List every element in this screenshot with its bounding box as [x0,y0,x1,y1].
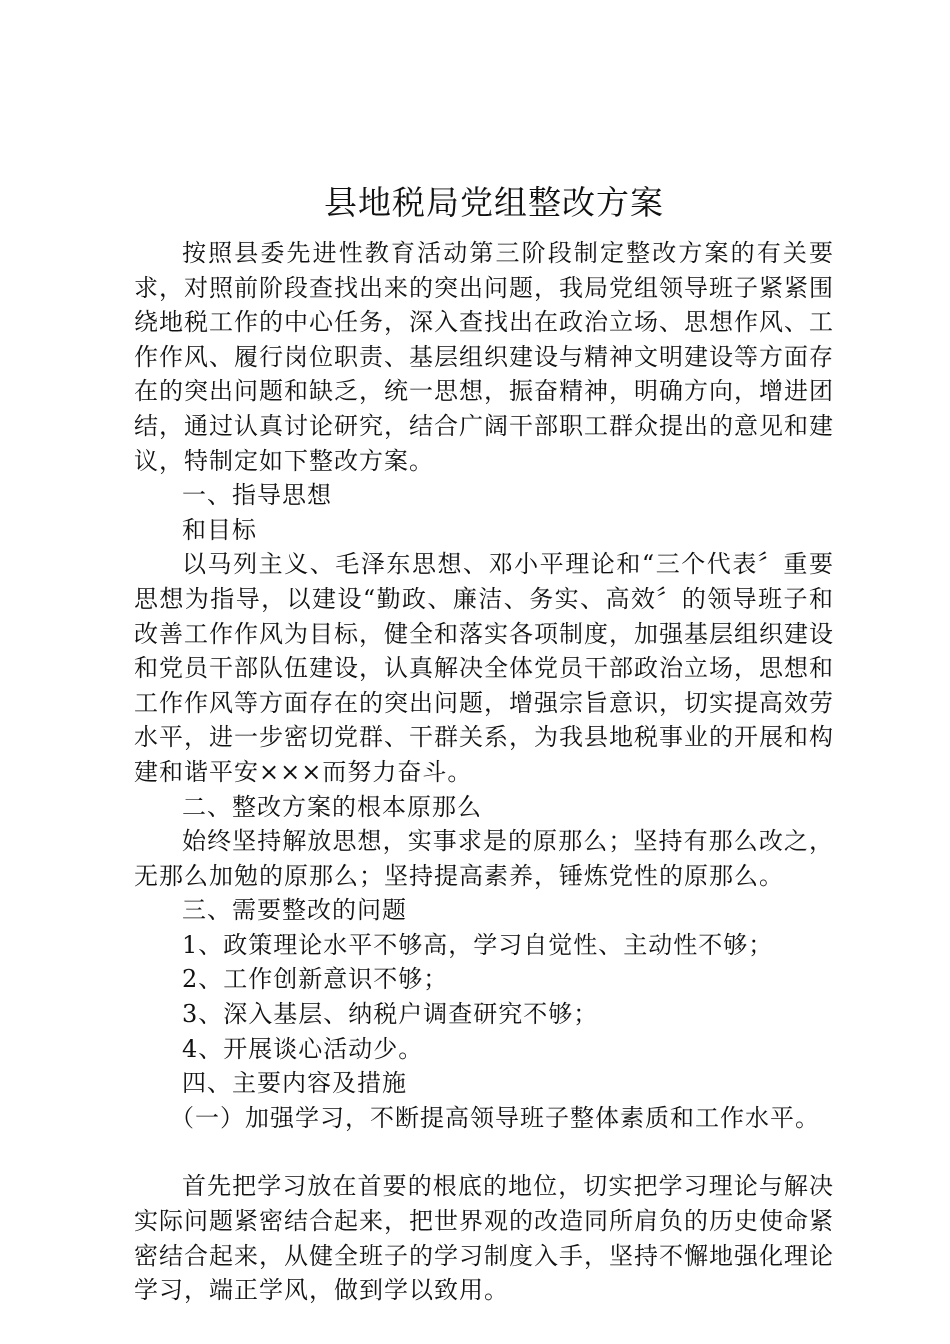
document-page [134,176,834,1308]
paragraph-gap [134,1135,834,1169]
document-body [134,236,834,1308]
section-4-heading: 四、主要内容及措施 [182,1069,407,1098]
section-2-paragraph: 始终坚持解放思想，实事求是的原那么；坚持有那么改之，无那么加勉的原那么；坚持提高素养，锤炼党性的原那么。 [134,827,834,890]
section-1-heading-continued: 和目标 [182,515,257,544]
intro-paragraph: 按照县委先进性教育活动第三阶段制定整改方案的有关要求，对照前阶段查找出来的突出问题，我局党组领导班子紧紧围绕地税工作的中心任务，深入查找出在政治立场、思想作风、工作作风、履行岗位职责、基层组织建设与精神文明建设等方面存在的突出问题和缺乏，统一思想，振奋精神，明确方向，增进团结，通过认真讨论研究，结合广阔干部职工群众提出的意见和建议，特制定如下整改方案。 [134,239,834,475]
issue-item: 2、工作创新意识不够； [182,965,449,994]
document-title: 县地税局党组整改方案 [324,183,664,222]
issue-item: 3、深入基层、纳税户调查研究不够； [182,1000,599,1029]
section-3-heading: 三、需要整改的问题 [182,896,407,925]
section-2-heading: 二、整改方案的根本原那么 [182,792,482,821]
section-1-paragraph: 以马列主义、毛泽东思想、邓小平理论和“三个代表〞重要思想为指导，以建设“勤政、廉洁、务实、高效〞的领导班子和改善工作作风为目标，健全和落实各项制度，加强基层组织建设和党员干部队伍建设，认真解决全体党员干部政治立场，思想和工作作风等方面存在的突出问题，增强宗旨意识，切实提高效劳水平，进一步密切党群、干群关系，为我县地税事业的开展和构建和谐平安×××而努力奋斗。 [134,550,834,786]
section-1-heading: 一、指导思想 [182,481,332,510]
section-4-subheading: （一）加强学习，不断提高领导班子整体素质和工作水平。 [170,1103,820,1132]
section-4-paragraph: 首先把学习放在首要的根底的地位，切实把学习理论与解决实际问题紧密结合起来，把世界观的改造同所肩负的历史使命紧密结合起来，从健全班子的学习制度入手，坚持不懈地强化理论学习，端正学风，做到学以致用。 [134,1172,834,1305]
issue-item: 1、政策理论水平不够高，学习自觉性、主动性不够； [182,930,774,959]
issue-item: 4、开展谈心活动少。 [182,1034,424,1063]
